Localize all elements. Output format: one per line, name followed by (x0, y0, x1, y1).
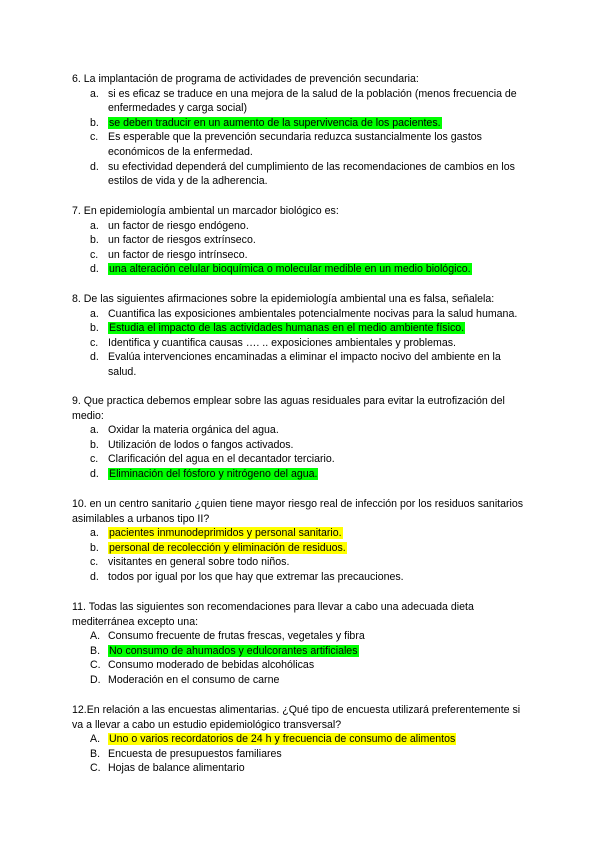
option-text: Consumo frecuente de frutas frescas, vegetales y fibra (108, 630, 365, 643)
option-letter: A. (90, 630, 101, 643)
option-text: Clarificación del agua en el decantador terciario. (108, 453, 335, 466)
option-c (72, 761, 528, 776)
question-stem: 9. Que practica debemos emplear sobre las aguas residuales para evitar la eutrofización del medio: (72, 395, 505, 422)
option-c (72, 248, 528, 263)
option-d (72, 570, 528, 585)
option-letter: C. (90, 659, 101, 672)
option-letter: a. (90, 87, 99, 100)
option-letter: b. (90, 234, 99, 247)
option-d (72, 673, 528, 688)
option-text: Es esperable que la prevención secundaria reduzca sustancialmente los gastos económicos de la enfermedad. (108, 131, 482, 158)
option-letter: a. (90, 527, 99, 540)
option-letter: D. (90, 673, 101, 686)
option-c (72, 452, 528, 467)
question-stem: 10. en un centro sanitario ¿quien tiene mayor riesgo real de infección por los residuos sanitarios asimilables a urbanos tipo II? (72, 498, 524, 525)
highlighted-answer: Eliminación del fósforo y nitrógeno del agua. (109, 467, 318, 480)
question-7 (72, 204, 528, 277)
option-a (72, 307, 528, 322)
option-letter: c. (90, 336, 99, 349)
option-text: Encuesta de presupuestos familiares (108, 747, 282, 760)
option-text: Consumo moderado de bebidas alcohólicas (108, 659, 315, 672)
option-text: Oxidar la materia orgánica del agua. (108, 424, 279, 437)
question-8 (72, 292, 528, 380)
option-letter: B. (90, 747, 101, 760)
option-b (72, 321, 528, 336)
option-c (72, 555, 528, 570)
option-text: un factor de riesgos extrínseco. (108, 234, 256, 247)
option-b (72, 438, 528, 453)
option-a (72, 629, 528, 644)
option-d (72, 160, 528, 189)
option-letter: a. (90, 219, 99, 232)
option-text: un factor de riesgo endógeno. (108, 219, 249, 232)
option-letter: C. (90, 762, 101, 775)
question-9 (72, 394, 528, 482)
question-12 (72, 703, 528, 776)
highlighted-answer: se deben traducir en un aumento de la supervivencia de los pacientes. (109, 116, 441, 129)
option-text: todos por igual por los que hay que extremar las precauciones. (108, 570, 404, 583)
option-d (72, 262, 528, 277)
option-letter: d. (90, 467, 99, 480)
option-letter: A. (90, 733, 101, 746)
option-text: Hojas de balance alimentario (108, 762, 245, 775)
option-b (72, 747, 528, 762)
option-letter: d. (90, 570, 99, 583)
question-11 (72, 600, 528, 688)
option-letter: a. (90, 424, 99, 437)
option-d (72, 350, 528, 379)
option-a (72, 526, 528, 541)
option-letter: B. (90, 644, 101, 657)
option-letter: d. (90, 351, 99, 364)
highlighted-answer: Uno o varios recordatorios de 24 h y frecuencia de consumo de alimentos (109, 733, 456, 746)
option-text: Identifica y cuantifica causas …. .. exposiciones ambientales y problemas. (108, 336, 457, 349)
option-letter: b. (90, 541, 99, 554)
highlighted-answer: personal de recolección y eliminación de residuos. (109, 541, 346, 554)
option-d (72, 467, 528, 482)
option-a (72, 87, 528, 116)
question-stem: 8. De las siguientes afirmaciones sobre la epidemiología ambiental una es falsa, señalela: (72, 293, 495, 305)
question-stem: 7. En epidemiología ambiental un marcador biológico es: (72, 205, 339, 217)
option-a (72, 423, 528, 438)
option-letter: c. (90, 248, 99, 261)
question-stem: 6. La implantación de programa de actividades de prevención secundaria: (72, 73, 419, 85)
option-b (72, 541, 528, 556)
option-text: Cuantifica las exposiciones ambientales potencialmente nocivas para la salud humana. (108, 307, 518, 320)
highlighted-answer: una alteración celular bioquímica o molecular medible en un medio biológico. (109, 263, 471, 276)
question-6 (72, 72, 528, 189)
option-letter: d. (90, 263, 99, 276)
option-b (72, 233, 528, 248)
option-text: Utilización de lodos o fangos activados. (108, 438, 294, 451)
option-letter: c. (90, 453, 99, 466)
option-c (72, 130, 528, 159)
option-text: Evalúa intervenciones encaminadas a eliminar el impacto nocivo del ambiente en la salud. (108, 351, 501, 378)
option-c (72, 336, 528, 351)
option-letter: a. (90, 307, 99, 320)
option-text: su efectividad dependerá del cumplimiento de las recomendaciones de cambios en los estilos de vida y de la adherencia. (108, 160, 515, 188)
option-text: Moderación en el consumo de carne (108, 673, 280, 686)
option-letter: d. (90, 160, 99, 173)
highlighted-answer: Estudia el impacto de las actividades humanas en el medio ambiente físico. (109, 322, 465, 335)
option-a (72, 219, 528, 234)
question-stem: 12.En relación a las encuestas alimentarias. ¿Qué tipo de encuesta utilizará preferentemente si va a llevar a cabo un estudio epidemiológico transversal? (72, 704, 521, 731)
option-text: si es eficaz se traduce en una mejora de la salud de la población (menos frecuencia de enfermedades y carga social) (108, 87, 517, 115)
option-letter: b. (90, 438, 99, 451)
question-10 (72, 497, 528, 585)
option-letter: c. (90, 131, 99, 144)
question-stem: 11. Todas las siguientes son recomendaciones para llevar a cabo una adecuada dieta mediterránea excepto una: (72, 601, 474, 628)
option-text: un factor de riesgo intrínseco. (108, 248, 248, 261)
highlighted-answer: pacientes inmunodeprimidos y personal sanitario. (109, 527, 342, 540)
option-text: visitantes en general sobre todo niños. (108, 556, 290, 569)
highlighted-answer: No consumo de ahumados y edulcorantes artificiales (109, 644, 358, 657)
option-b (72, 116, 528, 131)
option-letter: b. (90, 116, 99, 129)
option-b (72, 644, 528, 659)
option-letter: c. (90, 556, 99, 569)
option-letter: b. (90, 322, 99, 335)
option-a (72, 732, 528, 747)
option-c (72, 658, 528, 673)
